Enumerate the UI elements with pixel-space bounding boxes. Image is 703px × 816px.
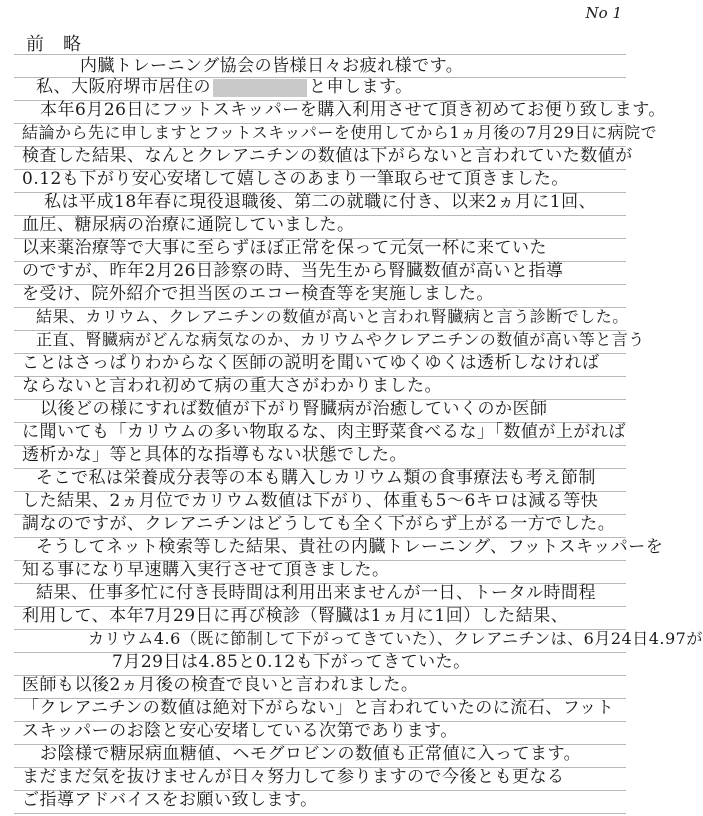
letter-line: 医師も以後2ヵ月後の検査で良いと言われました。 [22,675,419,695]
letter-line: 利用して、本年7月29日に再び検診（腎臓は1ヵ月に1回）した結果、 [22,606,569,626]
letter-line: のですが、昨年2月26日診察の時、当先生から腎臓数値が高いと指導 [22,261,564,281]
letter-line: 正直、腎臓病がどんな病気なのか、カリウムやクレアニチンの数値が高い等と言う [36,330,645,349]
letter-line: した結果、2ヵ月位でカリウム数値は下がり、体重も5～6キロは減る等快 [22,491,599,511]
letter-line: 血圧、糖尿病の治療に通院していました。 [22,215,355,235]
letter-line-part: と申します。 [309,77,413,97]
letter-line: 結果、カリウム、クレアニチンの数値が高いと言われ腎臓病と言う診断でした。 [36,307,629,326]
ruled-line [14,813,626,814]
letter-line: 7月29日は4.85と0.12も下がってきていた。 [112,652,471,672]
letter-line: そうしてネット検索等した結果、貴社の内臓トレーニング、フットスキッパーを [36,537,664,557]
page-number: No 1 [585,4,622,22]
letter-line-with-redaction [36,76,413,98]
letter-line: 以来薬治療等で大事に至らずほぼ正常を保って元気一杯に来ていた [22,238,547,258]
redacted-name-block [213,79,307,97]
letter-line: カリウム4.6（既に節制して下がってきていた）、クレアニチンは、6月24日4.97が [88,629,703,648]
letter-line: 調なのですが、クレアニチンはどうしても全く下がらず上がる一方でした。 [22,514,616,534]
letter-line-part: 私、大阪府堺市居住の [36,77,211,97]
letter-line: 結論から先に申しますとフットスキッパーを使用してから1ヵ月後の7月29日に病院で [22,123,658,142]
letter-line: 0.12も下がり安心安堵して嬉しさのあまり一筆取らせて頂きました。 [22,169,569,189]
letter-line: 知る事になり早速購入実行させて頂きました。 [22,560,390,580]
letter-line: 以後どの様にすれば数値が下がり腎臓病が治癒していくのか医師 [40,399,548,419]
letter-line: 内臓トレーニング協会の皆様日々お疲れ様です。 [80,56,464,76]
salutation-line: 前 略 [26,34,82,55]
letter-line: お陰様で糖尿病血糖値、ヘモグロビンの数値も正常値に入ってます。 [40,744,582,764]
letter-line: 検査した結果、なんとクレアニチンの数値は下がらないと言われていた数値が [22,146,633,166]
letter-line: 本年6月26日にフットスキッパーを購入利用させて頂き初めてお便り致します。 [40,100,666,120]
letter-line: に聞いても「カリウムの多い物取るな、肉主野菜食べるな」「数値が上がれば [22,422,626,442]
letter-line: スキッパーのお陰と安心安堵している次第であります。 [22,721,458,741]
letter-line: を受け、院外紹介で担当医のエコー検査等を実施しました。 [22,284,494,304]
letter-line: 「クレアニチンの数値は絶対下がらない」と言われていたのに流石、フット [22,698,615,718]
letter-line: 結果、仕事多忙に付き長時間は利用出来ませんが一日、トータル時間程 [36,583,596,603]
letter-line: 透析かな」等と具体的な指導もない状態でした。 [22,445,407,465]
letter-line: ことはさっぱりわからなく医師の説明を聞いてゆくゆくは透析しなければ [22,353,600,373]
letter-line: まだまだ気を抜けませんが日々努力して参りますので今後とも更なる [22,767,565,787]
letter-line: そこで私は栄養成分表等の本も購入しカリウム類の食事療法も考え節制 [36,468,596,488]
letter-line: ならないと言われ初めて病の重大さがわかりました。 [22,376,442,396]
letter-line: 私は平成18年春に現役退職後、第二の就職に付き、以来2ヵ月に1回、 [44,192,597,212]
letter-line: ご指導アドバイスをお願い致します。 [22,790,318,810]
